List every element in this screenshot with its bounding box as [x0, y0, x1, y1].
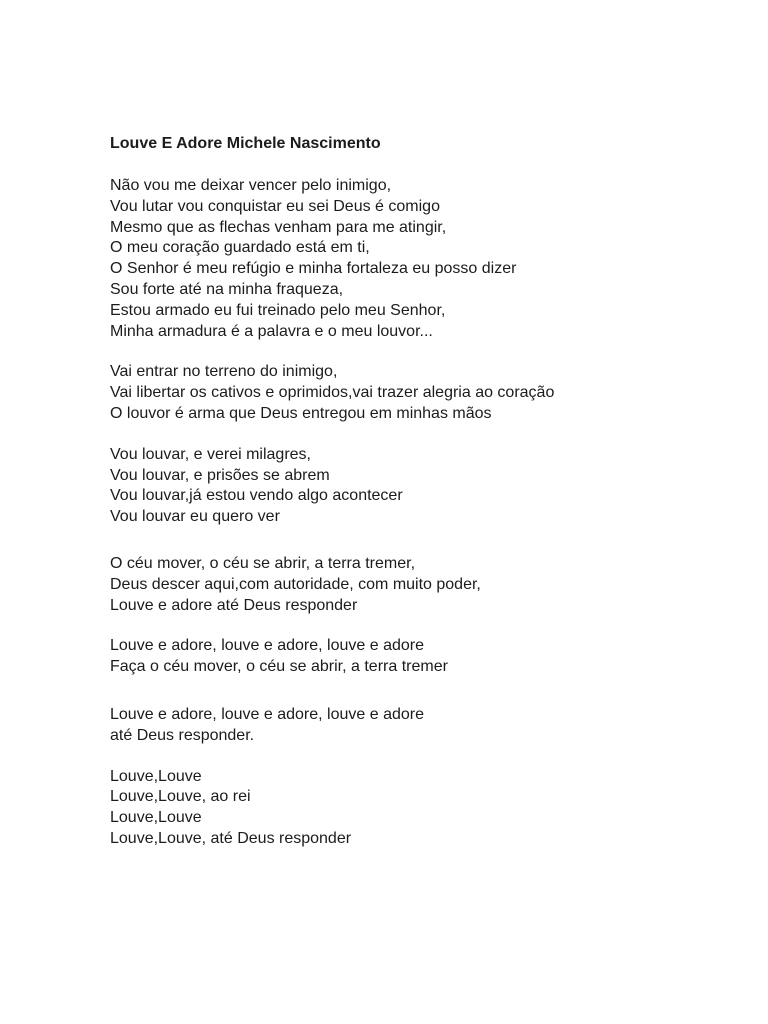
lyric-line: Sou forte até na minha fraqueza, — [110, 280, 344, 298]
lyric-line: Louve,Louve — [110, 767, 202, 785]
stanza-3 — [110, 445, 750, 528]
stanza-7 — [110, 767, 750, 850]
lyric-line: Vou louvar eu quero ver — [110, 508, 280, 526]
lyric-line: até Deus responder. — [110, 726, 255, 744]
lyric-line: Não vou me deixar vencer pelo inimigo, — [110, 177, 392, 194]
lyric-line: O céu mover, o céu se abrir, a terra tremer, — [110, 554, 416, 572]
lyric-line: Vou louvar,já estou vendo algo acontecer — [110, 487, 403, 505]
song-title: Louve E Adore Michele Nascimento — [110, 135, 381, 152]
lyric-line: Vou louvar, e verei milagres, — [110, 445, 311, 463]
stanza-1 — [110, 176, 750, 342]
stanza-4 — [110, 554, 750, 616]
stanza-2 — [110, 362, 750, 424]
lyric-line: Mesmo que as flechas venham para me atingir, — [110, 218, 447, 236]
lyric-line: Deus descer aqui,com autoridade, com muito poder, — [110, 575, 481, 593]
lyric-line: Louve,Louve, até Deus responder — [110, 829, 352, 847]
stanza-6 — [110, 705, 750, 747]
lyric-line: Louve,Louve — [110, 809, 202, 827]
document-page — [110, 133, 750, 850]
lyric-line: Estou armado eu fui treinado pelo meu Senhor, — [110, 301, 446, 319]
lyric-line: O meu coração guardado está em ti, — [110, 239, 370, 257]
lyric-line: Faça o céu mover, o céu se abrir, a terra tremer — [110, 658, 448, 676]
lyric-line: Louve e adore até Deus responder — [110, 596, 358, 614]
lyric-line: Louve,Louve, ao rei — [110, 788, 251, 806]
lyric-line: O louvor é arma que Deus entregou em minhas mãos — [110, 404, 492, 422]
lyric-line: Vou lutar vou conquistar eu sei Deus é comigo — [110, 197, 440, 215]
lyric-line: Louve e adore, louve e adore, louve e adore — [110, 705, 425, 723]
lyric-line: Minha armadura é a palavra e o meu louvor... — [110, 322, 433, 340]
stanza-5 — [110, 636, 750, 678]
lyric-line: Louve e adore, louve e adore, louve e adore — [110, 637, 425, 655]
lyric-line: Vai libertar os cativos e oprimidos,vai trazer alegria ao coração — [110, 384, 555, 402]
lyric-line: Vou louvar, e prisões se abrem — [110, 466, 330, 484]
lyric-line: Vai entrar no terreno do inimigo, — [110, 363, 338, 381]
lyric-line: O Senhor é meu refúgio e minha fortaleza eu posso dizer — [110, 260, 517, 278]
